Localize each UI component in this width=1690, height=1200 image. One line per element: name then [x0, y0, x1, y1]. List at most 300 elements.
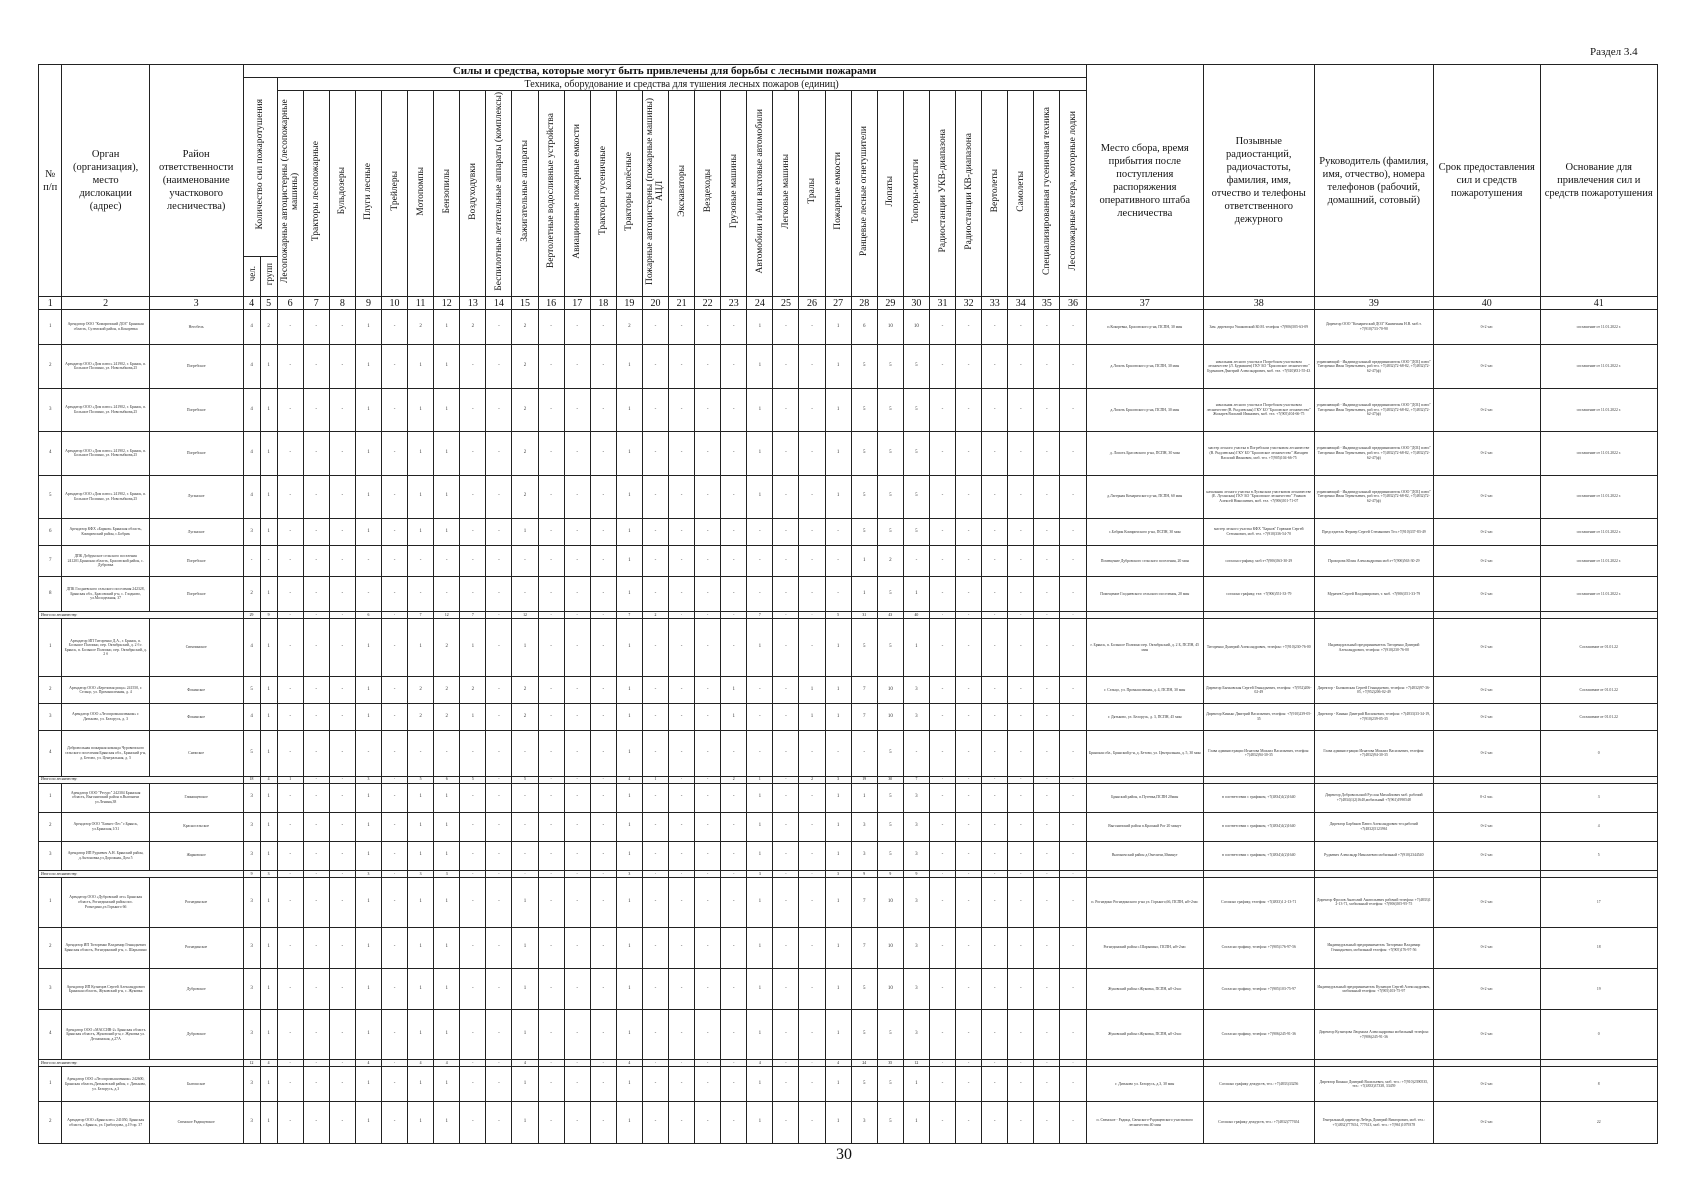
column-number: 16 [538, 297, 564, 310]
total-value: - [381, 612, 407, 619]
row-count: - [434, 545, 460, 576]
row-count: - [303, 927, 329, 968]
row-count: - [669, 619, 695, 677]
row-count: 1 [260, 345, 277, 388]
row-area: Глинищевское [149, 783, 243, 812]
row-count: - [695, 731, 721, 777]
row-count: - [956, 877, 982, 927]
row-count: 3 [243, 518, 260, 545]
row-count: 1 [260, 927, 277, 968]
row-count: - [721, 619, 747, 677]
row-count: 4 [243, 310, 260, 345]
row-basis: соглашение от 11.01.2022 г. [1540, 345, 1658, 388]
row-count: 1 [355, 310, 381, 345]
total-empty [1086, 612, 1203, 619]
row-count: - [642, 677, 668, 704]
row-count: - [695, 1010, 721, 1060]
row-count: - [1060, 968, 1086, 1009]
row-count: 5 [851, 475, 877, 518]
row-count: - [642, 968, 668, 1009]
header-equipment-label: Специализированная гусеничная техника [1041, 106, 1052, 275]
row-count: - [486, 310, 512, 345]
row-count: - [329, 388, 355, 431]
row-head: Индивидуальный предприниматель Титоренко Владимир Геннадьевич, мобильный телефон: +7(905)176-97-56 [1314, 927, 1433, 968]
header-equipment-cell [277, 91, 303, 297]
row-count: - [564, 576, 590, 611]
header-equipment-cell [773, 91, 799, 297]
row-basis: Соглашение от 01.01.22 [1540, 704, 1658, 731]
row-count: 4 [243, 475, 260, 518]
row-callsigns: Согласно графику, телефон: +7(905)103-75-97 [1203, 968, 1314, 1009]
total-value: 9 [260, 612, 277, 619]
row-count: 3 [903, 1010, 929, 1060]
row-count: - [512, 731, 538, 777]
row-count: - [538, 619, 564, 677]
row-basis: 4 [1540, 812, 1658, 841]
row-count: - [538, 388, 564, 431]
row-organization: Арендатор ИП Титоренко Владимир Геннадьевич Брянская область, Рогнединский р-н, с. Шарыпино [62, 927, 149, 968]
table-row [39, 968, 1658, 1009]
row-count: - [929, 310, 955, 345]
row-count: 1 [408, 518, 434, 545]
row-callsigns: начальник лесного участка в Луганском участковом лесничестве (Е. Луганская) ГКУ БО "Брасовское лесничество" Ушаков Алексей Николаевич, моб. тел. +7(906)501-71-07 [1203, 475, 1314, 518]
row-count: - [929, 877, 955, 927]
row-term: 0+2 час [1433, 1102, 1540, 1144]
row-count: - [1060, 812, 1086, 841]
header-equipment-label: Радиостанции КВ-диапазона [963, 132, 974, 250]
row-count: - [381, 619, 407, 677]
row-count: 5 [877, 475, 903, 518]
row-count: - [721, 545, 747, 576]
header-equipment-label: Тралы [807, 178, 818, 204]
column-number: 37 [1086, 297, 1203, 310]
total-value: - [303, 870, 329, 877]
column-number: 25 [773, 297, 799, 310]
row-head: управляющий - Индивидуальный предприниматель ООО "ДОЦ плюс" Титоренко Иван Терентьевич, раб.тел. +7(4832)72-68-82, +7(4832)72-62-47(ф) [1314, 432, 1433, 475]
row-count: - [669, 968, 695, 1009]
row-count: 3 [903, 841, 929, 870]
row-term: 0+2 час [1433, 841, 1540, 870]
row-count: 1 [721, 704, 747, 731]
row-count: - [1034, 1102, 1060, 1144]
total-value: - [799, 612, 825, 619]
row-count: - [1034, 731, 1060, 777]
row-term: 0+2 час [1433, 432, 1540, 475]
row-count: - [303, 432, 329, 475]
row-term: 0+2 час [1433, 619, 1540, 677]
row-term: 0+2 час. [1433, 783, 1540, 812]
total-value: - [929, 612, 955, 619]
row-count: 1 [260, 388, 277, 431]
row-count: - [1060, 877, 1086, 927]
table-row [39, 310, 1658, 345]
total-value: 1 [277, 776, 303, 783]
row-count: 1 [434, 968, 460, 1009]
row-count: - [642, 877, 668, 927]
row-count: 1 [355, 518, 381, 545]
row-count: - [956, 812, 982, 841]
row-count: - [1008, 545, 1034, 576]
total-value: 29 [243, 612, 260, 619]
row-count: - [956, 783, 982, 812]
row-count: - [1008, 841, 1034, 870]
total-value: - [1060, 1059, 1086, 1066]
row-head: Индивидуальный предприниматель Титоренко Дмитрий Александрович, телефон: +7(910)230-76-00 [1314, 619, 1433, 677]
row-count: - [721, 310, 747, 345]
row-count: 5 [877, 1067, 903, 1102]
row-count: - [799, 388, 825, 431]
row-count: - [329, 841, 355, 870]
column-number: 18 [590, 297, 616, 310]
total-value: 6 [355, 612, 381, 619]
total-value: 4 [408, 1059, 434, 1066]
row-count: 1 [434, 518, 460, 545]
row-area: Луганское [149, 475, 243, 518]
row-count: 1 [825, 704, 851, 731]
row-callsigns: в соответствии с графиком, +7(4834)1(2)1640 [1203, 841, 1314, 870]
row-count: - [799, 432, 825, 475]
row-count: - [773, 968, 799, 1009]
row-count: - [642, 1067, 668, 1102]
row-count: - [486, 388, 512, 431]
total-value: - [956, 870, 982, 877]
total-value: - [538, 1059, 564, 1066]
total-label: Итого по лесничеству: [39, 1059, 244, 1066]
row-count: - [381, 812, 407, 841]
row-callsigns: Зам. директора Ушаковский Ю.М. телефон +7(906)505-63-09 [1203, 310, 1314, 345]
header-equipment-cell [1060, 91, 1086, 297]
row-count: 2 [512, 432, 538, 475]
total-value: - [1060, 870, 1086, 877]
table-row [39, 731, 1658, 777]
row-organization: Арендатор ООО "Комаричский ДОЗ" Брянская область, Суземский район, п.Кокоревка [62, 310, 149, 345]
row-count: - [799, 1067, 825, 1102]
row-count: - [303, 388, 329, 431]
row-place: д.Лопоть Брасовского р-на, ПСПН, 30 мин [1086, 345, 1203, 388]
total-value: 9 [243, 870, 260, 877]
row-callsigns: начальник лесного участка в Погребском участковом лесничестве (Л. Бурмашев) ГКУ БО "Брасовское лесничество" Бурмашев Дмитрий Александрович, моб. тел. +7(920)831-55-43 [1203, 345, 1314, 388]
row-count: 1 [616, 432, 642, 475]
row-count: 1 [616, 545, 642, 576]
row-count: - [669, 475, 695, 518]
row-count: 1 [616, 388, 642, 431]
row-basis: соглашение от 11.01.2022 г. [1540, 545, 1658, 576]
row-count: - [590, 968, 616, 1009]
row-count: 2 [512, 388, 538, 431]
row-count: - [590, 927, 616, 968]
row-count: - [277, 545, 303, 576]
row-count: - [773, 619, 799, 677]
total-value: 3 [434, 870, 460, 877]
total-value: - [773, 1059, 799, 1066]
table-row [39, 619, 1658, 677]
total-value: - [381, 776, 407, 783]
row-count: 1 [825, 345, 851, 388]
row-count: - [721, 576, 747, 611]
total-value: 7 [747, 612, 773, 619]
row-count: - [956, 310, 982, 345]
row-count: - [564, 841, 590, 870]
row-count: 1 [747, 619, 773, 677]
row-number: 4 [39, 731, 62, 777]
row-place: Жуковский район г.Жуковка, ПСПН, н0+2час [1086, 968, 1203, 1009]
total-value: 1 [642, 776, 668, 783]
row-count: 1 [825, 475, 851, 518]
header-equipment-cell [903, 91, 929, 297]
row-count: - [538, 310, 564, 345]
row-term: 0+2 час [1433, 345, 1540, 388]
row-count: - [929, 576, 955, 611]
total-value: - [329, 776, 355, 783]
total-value: - [329, 612, 355, 619]
row-count: - [460, 518, 486, 545]
row-area: Жарковское [149, 841, 243, 870]
row-count: - [695, 619, 721, 677]
row-count: 1 [747, 968, 773, 1009]
row-count: - [642, 619, 668, 677]
row-count: - [747, 518, 773, 545]
row-term: 0+2 час [1433, 731, 1540, 777]
row-count: - [538, 1102, 564, 1144]
row-count: - [329, 345, 355, 388]
row-count: - [825, 518, 851, 545]
row-count: - [277, 576, 303, 611]
total-empty [1433, 870, 1540, 877]
row-count: 1 [260, 704, 277, 731]
total-empty [1540, 1059, 1658, 1066]
row-count: - [1034, 545, 1060, 576]
row-count: - [929, 432, 955, 475]
row-count: - [1034, 388, 1060, 431]
row-count: 1 [260, 518, 277, 545]
row-count: - [381, 518, 407, 545]
row-count: - [773, 812, 799, 841]
row-count: 1 [355, 877, 381, 927]
row-count: 1 [260, 841, 277, 870]
row-term: 0+2 час [1433, 1010, 1540, 1060]
row-count: 10 [877, 677, 903, 704]
total-value: - [590, 612, 616, 619]
total-value: - [538, 612, 564, 619]
row-count: - [381, 310, 407, 345]
row-count: - [773, 518, 799, 545]
row-count: - [669, 812, 695, 841]
row-count: 3 [903, 968, 929, 1009]
column-number: 28 [851, 297, 877, 310]
row-count: - [695, 704, 721, 731]
row-count: 5 [877, 345, 903, 388]
column-number: 14 [486, 297, 512, 310]
total-value: 2 [721, 776, 747, 783]
row-organization: Арендатор ООО «Березовая роща» 241550, г. Сельцо, ул. Промышленная, д. 4 [62, 677, 149, 704]
row-count: 10 [877, 927, 903, 968]
row-head: Генеральный директор Лебедь Дмитрий Викторович, моб. тел.: +7(4832)777654, 77761З, моб. тел.: +7(961)1079378 [1314, 1102, 1433, 1144]
total-value: 3 [616, 870, 642, 877]
row-organization: Арендатор ИП Рудкевич А.Н. Брянский район, д.Антоновка,ул.Дорожная, Дом 5 [62, 841, 149, 870]
total-value: - [1008, 1059, 1034, 1066]
row-area: Погребское [149, 388, 243, 431]
row-organization: Арендатор ИП Титоренко Д.А., г. Брянск, п. Большое Полпино, пер. Октябрьский, д. 2 б г. Брянск, п. Большое Полпино, пер. Октябрьский, д. 2 б [62, 619, 149, 677]
row-count: 3 [243, 877, 260, 927]
row-term: 0+2 час [1433, 927, 1540, 968]
row-count: - [564, 812, 590, 841]
row-count: - [669, 704, 695, 731]
row-count: 2 [512, 475, 538, 518]
row-count: - [460, 345, 486, 388]
row-count: - [695, 475, 721, 518]
row-count: 2 [460, 677, 486, 704]
row-count: - [982, 877, 1008, 927]
row-count: 1 [512, 1102, 538, 1144]
total-value: - [1008, 776, 1034, 783]
row-count: 3 [903, 704, 929, 731]
row-count: - [277, 619, 303, 677]
total-value: - [799, 870, 825, 877]
row-count: - [1034, 1010, 1060, 1060]
row-count: - [538, 783, 564, 812]
total-value: - [721, 870, 747, 877]
header-area: Район ответственности (наименование участкового лесничества) [149, 65, 243, 297]
row-count: 1 [355, 345, 381, 388]
header-equipment-cell [512, 91, 538, 297]
row-count: - [642, 576, 668, 611]
row-count: - [303, 310, 329, 345]
total-row [39, 776, 1658, 783]
row-count: 1 [434, 310, 460, 345]
row-count: 1 [825, 388, 851, 431]
row-count: - [956, 576, 982, 611]
header-groups-cell [260, 257, 277, 297]
header-equipment-label: Воздуходувки [467, 162, 478, 220]
row-count: 3 [903, 677, 929, 704]
row-count: - [825, 576, 851, 611]
row-count: - [460, 877, 486, 927]
row-count: - [1034, 812, 1060, 841]
row-count: - [460, 475, 486, 518]
row-basis: 22 [1540, 1102, 1658, 1144]
header-equipment-cell [851, 91, 877, 297]
total-value: 3 [825, 870, 851, 877]
total-value: 4 [747, 1059, 773, 1066]
header-groups: групп [263, 262, 274, 286]
total-value: - [590, 1059, 616, 1066]
row-count: - [564, 545, 590, 576]
header-equipment-cell [1034, 91, 1060, 297]
row-count: - [982, 783, 1008, 812]
total-value: 3 [825, 776, 851, 783]
row-count: - [982, 518, 1008, 545]
row-count: - [799, 783, 825, 812]
row-count: 1 [434, 345, 460, 388]
row-count: - [799, 841, 825, 870]
row-count: 1 [260, 877, 277, 927]
row-count: - [1034, 677, 1060, 704]
row-callsigns: Согласно графику, телефон: +7(4833)1 2-13-71 [1203, 877, 1314, 927]
row-count: - [929, 545, 955, 576]
column-number: 39 [1314, 297, 1433, 310]
row-count: - [329, 545, 355, 576]
row-count: 1 [747, 1010, 773, 1060]
header-equipment-cell [460, 91, 486, 297]
row-count: - [460, 783, 486, 812]
row-count: - [303, 783, 329, 812]
row-count: - [773, 576, 799, 611]
row-count: - [486, 677, 512, 704]
row-count: - [1060, 388, 1086, 431]
row-callsigns: Согласно графику, телефон: +7(905)176-97-56 [1203, 927, 1314, 968]
row-count: - [642, 388, 668, 431]
row-count: - [982, 812, 1008, 841]
row-count: - [669, 310, 695, 345]
row-count: 5 [851, 432, 877, 475]
row-count: - [721, 475, 747, 518]
row-place: г. Дятьково, ул. Белорусь, д. 3, ПСПН, 45 мин [1086, 704, 1203, 731]
total-value: - [564, 1059, 590, 1066]
row-count: - [1034, 576, 1060, 611]
row-count: - [799, 731, 825, 777]
row-count: - [1034, 1067, 1060, 1102]
row-term: 0+2 час [1433, 545, 1540, 576]
row-term: 0+2 час [1433, 310, 1540, 345]
total-value: 12 [512, 612, 538, 619]
row-count: - [929, 1067, 955, 1102]
row-head: Директор Фролов Анатолий Анатольевич рабочий телефон: +7(4833)1 2-13-71, мобильный телефон: +7(906)505-95-75 [1314, 877, 1433, 927]
table-row [39, 704, 1658, 731]
row-count: 1 [408, 432, 434, 475]
row-count: - [355, 731, 381, 777]
row-count: - [303, 545, 329, 576]
row-count: 1 [825, 783, 851, 812]
row-count: 1 [434, 783, 460, 812]
row-count: - [512, 783, 538, 812]
row-basis: Соглашение от 01.01.22 [1540, 619, 1658, 677]
total-value: - [512, 870, 538, 877]
row-count: - [956, 345, 982, 388]
row-count: - [590, 841, 616, 870]
total-value: 5 [408, 776, 434, 783]
row-count: - [590, 545, 616, 576]
row-count: - [669, 1102, 695, 1144]
row-count: - [512, 841, 538, 870]
row-count: - [460, 388, 486, 431]
table-row [39, 841, 1658, 870]
row-count: 1 [616, 731, 642, 777]
row-count: 1 [260, 1102, 277, 1144]
row-count: - [956, 1067, 982, 1102]
row-count: - [695, 388, 721, 431]
row-count: - [564, 1010, 590, 1060]
row-count: - [642, 345, 668, 388]
column-number: 27 [825, 297, 851, 310]
header-term: Срок предоставления сил и средств пожаротушения [1433, 65, 1540, 297]
row-count: - [956, 388, 982, 431]
row-count: - [564, 345, 590, 388]
column-number: 15 [512, 297, 538, 310]
row-count: - [747, 576, 773, 611]
total-value: 4 [616, 776, 642, 783]
row-count: 1 [616, 927, 642, 968]
column-number: 10 [381, 297, 407, 310]
row-count: 3 [903, 877, 929, 927]
column-number: 38 [1203, 297, 1314, 310]
row-count: - [538, 841, 564, 870]
header-equipment-label: Трейлеры [389, 171, 400, 211]
row-count: 1 [799, 704, 825, 731]
column-number: 24 [747, 297, 773, 310]
row-place: п. Рогнедино Рогнединского р-на ул. Горького,66, ПСПН, н0+2час [1086, 877, 1203, 927]
table-row [39, 677, 1658, 704]
row-count: - [277, 927, 303, 968]
